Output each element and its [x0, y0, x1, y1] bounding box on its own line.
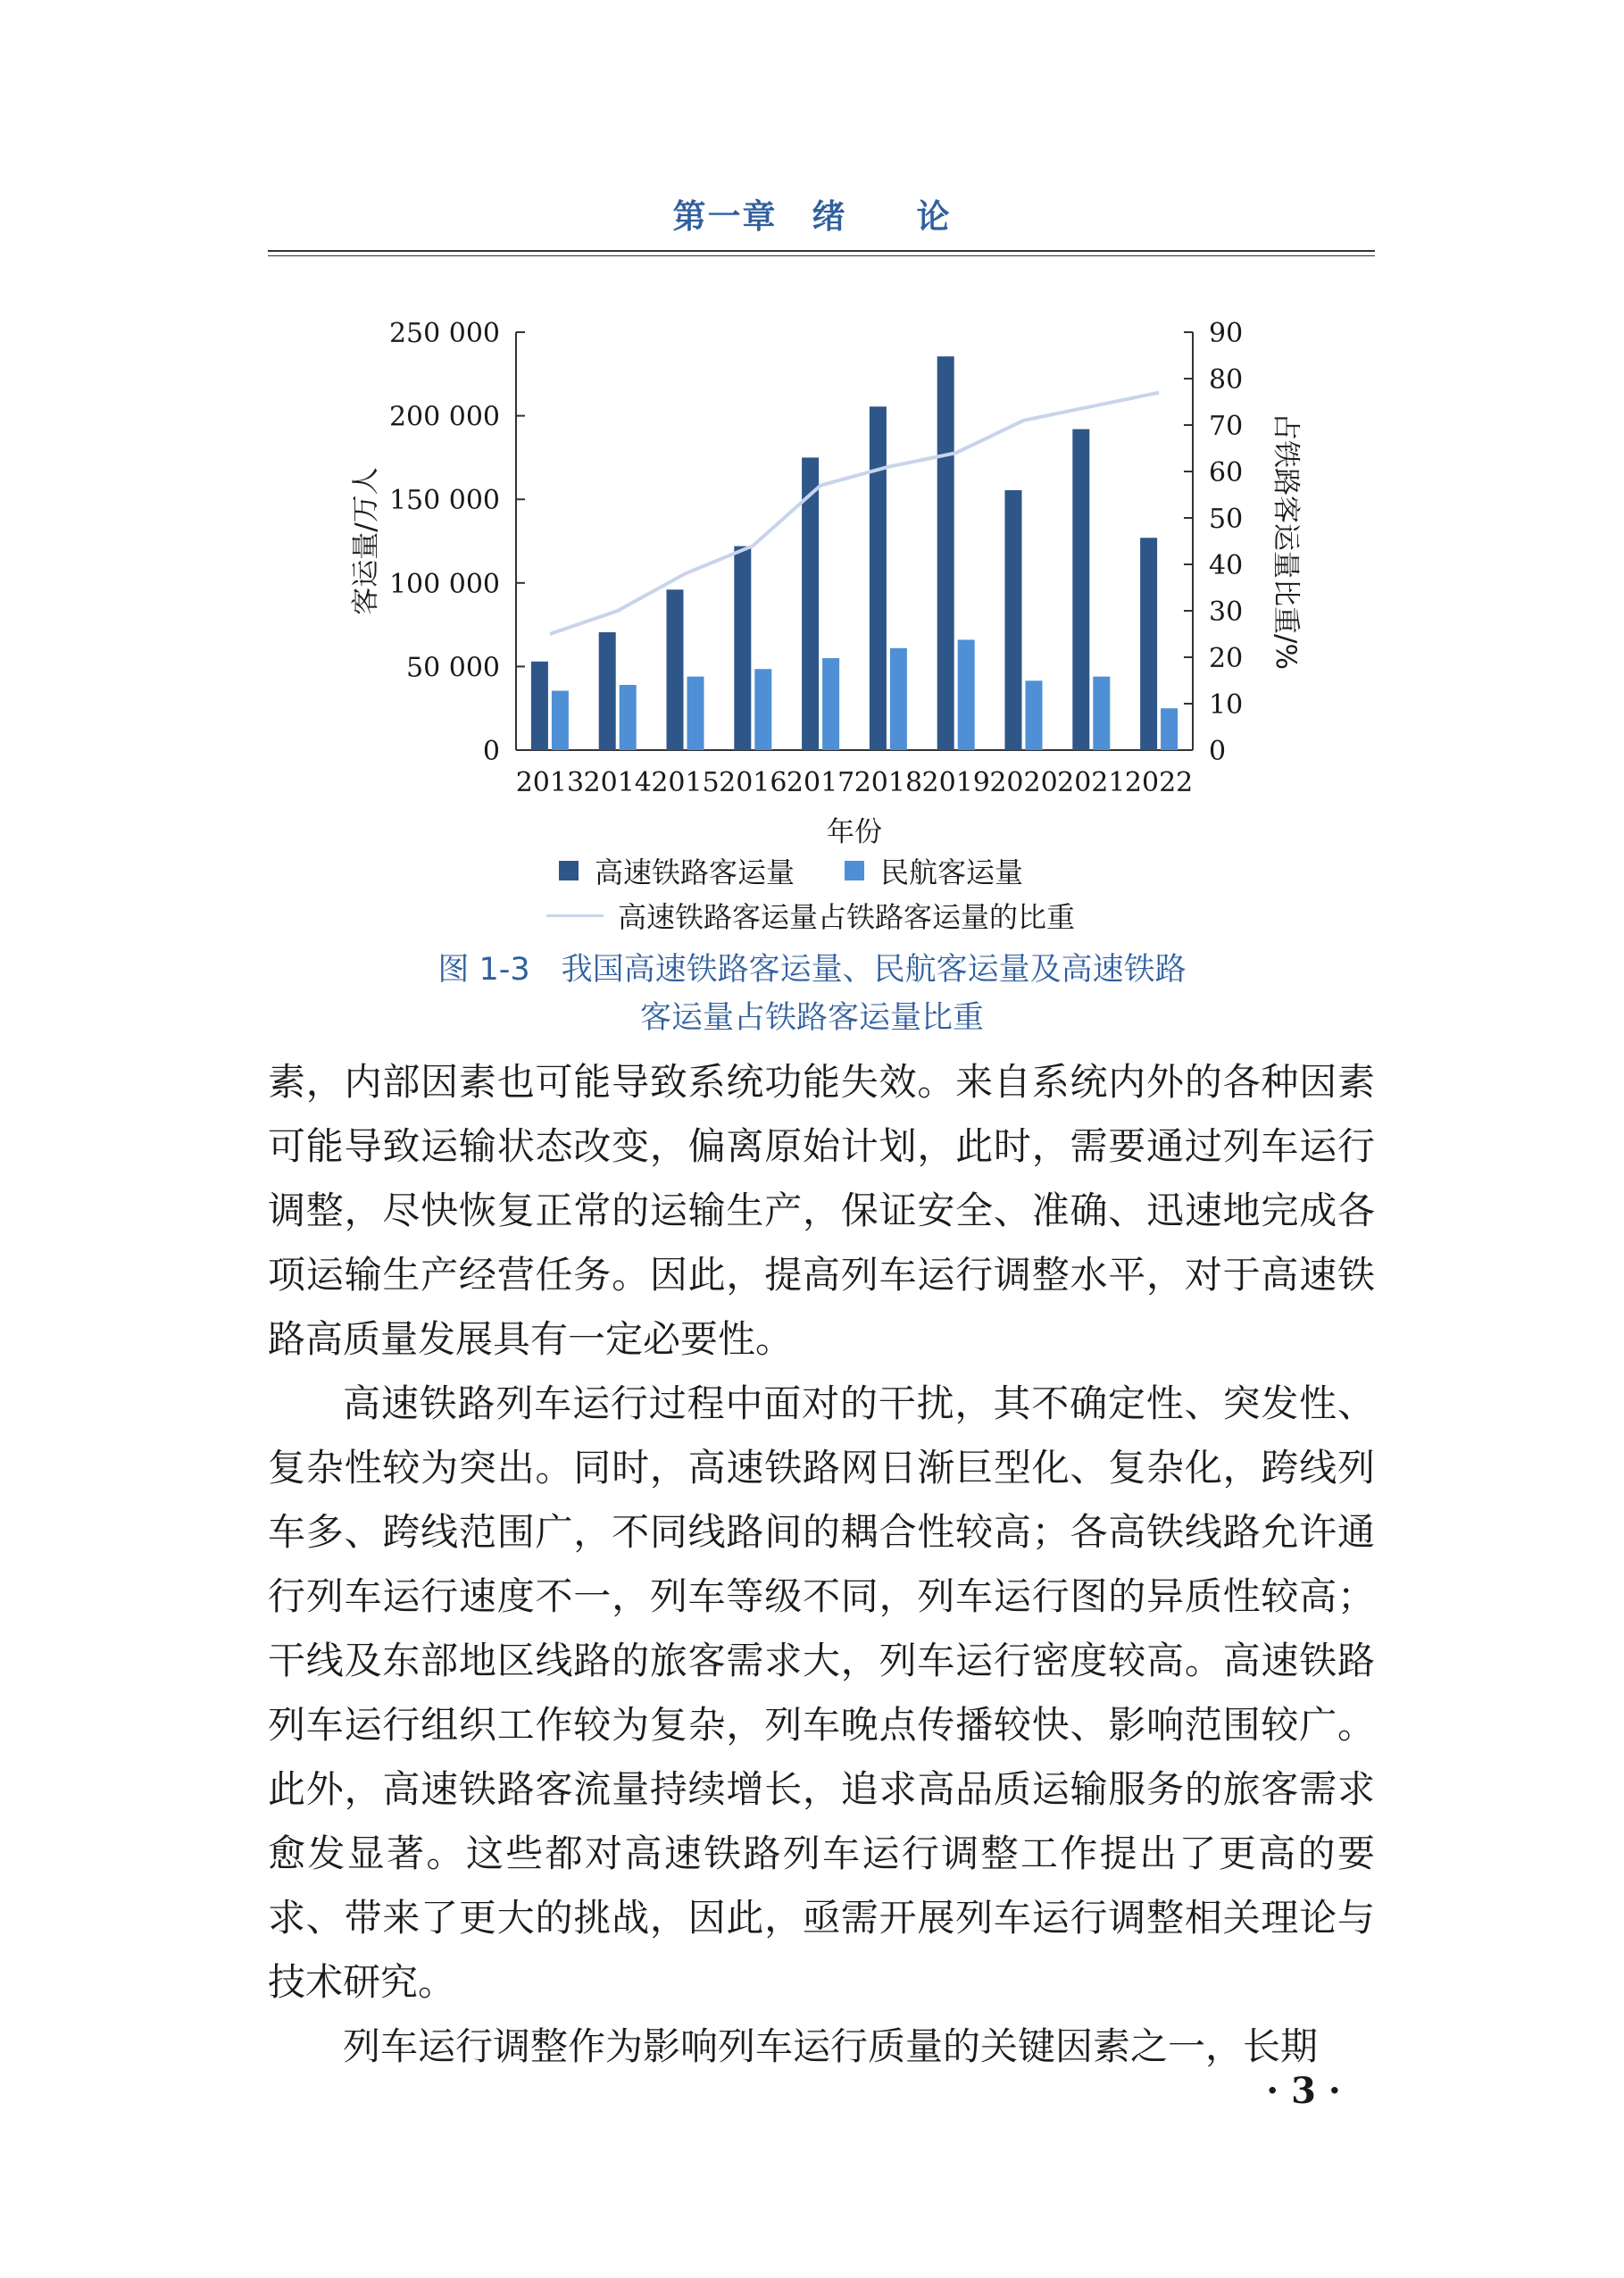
hsr-bar: [599, 632, 616, 750]
x-tick-label: 2017: [786, 767, 855, 798]
y2-tick-label: 0: [1209, 736, 1227, 767]
y2-tick-label: 20: [1209, 643, 1244, 674]
y2-tick-label: 40: [1209, 550, 1244, 581]
paragraph-2: 高速铁路列车运行过程中面对的干扰，其不确定性、突发性、复杂性较为突出。同时，高速铁路网日渐巨型化、复杂化，跨线列车多、跨线范围广，不同线路间的耦合性较高；各高铁线路允许通行列车运行速度不一，列车等级不同，列车运行图的异质性较高；干线及东部地区线路的旅客需求大，列车运行密度较高。高速铁路列车运行组织工作较为复杂，列车晚点传播较快、影响范围较广。此外，高速铁路客流量持续增长，追求高品质运输服务的旅客需求愈发显著。这些都对高速铁路列车运行调整工作提出了更高的要求、带来了更大的挑战，因此，亟需开展列车运行调整相关理论与技术研究。: [268, 1381, 1375, 2004]
paragraph-1: 素，内部因素也可能导致系统功能失效。来自系统内外的各种因素可能导致运输状态改变，偏离原始计划，此时，需要通过列车运行调整，尽快恢复正常的运输生产，保证安全、准确、迅速地完成各项运输生产经营任务。因此，提高列车运行调整水平，对于高速铁路高质量发展具有一定必要性。: [268, 1060, 1375, 1361]
hsr-bar: [667, 589, 684, 750]
x-tick-label: 2020: [989, 767, 1058, 798]
legend-ratio-label: 高速铁路客运量占铁路客运量的比重: [618, 900, 1076, 934]
y2-tick-label: 10: [1209, 689, 1244, 721]
y-tick-label: 200 000: [388, 401, 500, 433]
x-tick-label: 2022: [1124, 767, 1194, 798]
chapter-title: 第一章 绪 论: [672, 197, 952, 236]
passenger-volume-chart: [0, 0, 1624, 857]
y-tick-label: 100 000: [388, 568, 500, 600]
hsr-bar: [1005, 490, 1022, 750]
air-bar: [687, 677, 704, 750]
air-bar: [754, 669, 771, 750]
legend-row-1: [559, 850, 1023, 891]
y-tick-label: 150 000: [388, 485, 500, 517]
y2-tick-label: 50: [1209, 504, 1244, 535]
y2-axis-title: 占铁路客运量比重/%: [1270, 413, 1302, 670]
y-tick-label: 250 000: [388, 318, 500, 349]
legend-hsr-label: 高速铁路客运量: [595, 855, 795, 889]
y2-tick-label: 30: [1209, 597, 1244, 628]
x-tick-label: 2019: [921, 767, 990, 798]
air-bar: [1161, 708, 1178, 750]
air-bar: [958, 639, 975, 750]
y-axis-title: 客运量/万人: [350, 467, 382, 615]
x-axis-title: 年份: [827, 816, 882, 848]
hsr-bar: [937, 356, 954, 750]
air-bar: [890, 648, 907, 750]
hsr-bar: [870, 406, 887, 750]
y2-tick-label: 70: [1209, 411, 1244, 442]
x-tick-label: 2018: [854, 767, 923, 798]
air-bar: [552, 691, 569, 750]
hsr-bar: [1072, 430, 1089, 750]
paragraph-3: 列车运行调整作为影响列车运行质量的关键因素之一，长期: [343, 2024, 1319, 2068]
air-bar: [620, 685, 637, 750]
air-bar: [1093, 677, 1110, 750]
y2-tick-label: 60: [1209, 457, 1244, 488]
hsr-swatch: [559, 861, 579, 880]
air-bar: [1026, 680, 1043, 750]
ratio-line: [550, 393, 1159, 634]
y-tick-label: 0: [482, 736, 500, 767]
air-bar: [822, 658, 839, 750]
x-tick-label: 2016: [719, 767, 787, 798]
y2-tick-label: 90: [1209, 318, 1244, 349]
legend-air-label: 民航客运量: [880, 855, 1024, 889]
ratio-line-swatch: [546, 914, 604, 917]
legend-row-2: [546, 895, 1075, 936]
y-tick-label: 50 000: [406, 652, 500, 684]
x-tick-label: 2015: [651, 767, 720, 798]
figure-caption-line-1: 图 1-3 我国高速铁路客运量、民航客运量及高速铁路: [437, 952, 1187, 988]
air-swatch: [845, 861, 864, 880]
hsr-bar: [1140, 538, 1157, 750]
x-tick-label: 2014: [583, 767, 652, 798]
x-tick-label: 2013: [515, 767, 585, 798]
x-tick-label: 2021: [1057, 767, 1126, 798]
figure-caption-line-2: 客运量占铁路客运量比重: [639, 1000, 984, 1036]
page-number: · 3 ·: [1266, 2070, 1341, 2112]
y2-tick-label: 80: [1209, 364, 1244, 396]
hsr-bar: [531, 662, 548, 750]
hsr-bar: [734, 547, 751, 750]
